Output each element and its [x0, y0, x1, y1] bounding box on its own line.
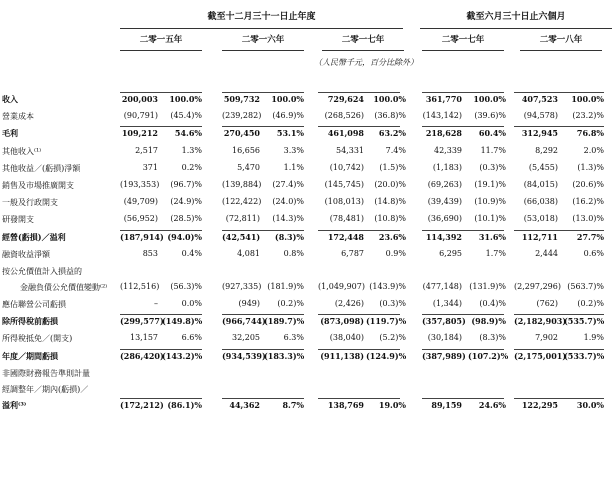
amount-cell: 312,945: [521, 128, 558, 139]
subtotal-rule: [222, 314, 304, 315]
percent-cell: (8.3)%: [274, 231, 304, 242]
table-row: [0, 247, 612, 264]
year-rule: [422, 50, 504, 51]
row-label: 應佔聯營公司虧損: [2, 300, 66, 310]
percent-cell: (94.0)%: [167, 231, 202, 242]
amount-cell: (268,526): [324, 111, 364, 121]
subtotal-rule: [222, 92, 304, 93]
amount-cell: 407,523: [521, 94, 558, 104]
year-rule: [520, 50, 602, 51]
subtotal-rule: [120, 349, 202, 350]
amount-cell: 200,003: [121, 94, 158, 104]
percent-cell: (143.9)%: [369, 281, 406, 291]
amount-cell: (387,989): [422, 350, 466, 361]
amount-cell: 6,787: [341, 248, 364, 258]
amount-cell: (38,040): [329, 333, 364, 343]
percent-cell: (20.0)%: [374, 179, 406, 189]
amount-cell: (42,541): [222, 231, 261, 242]
subtotal-rule: [422, 314, 504, 315]
table-row: [0, 195, 612, 212]
subtotal-rule: [120, 92, 202, 93]
percent-cell: (45.4)%: [170, 111, 202, 121]
subtotal-rule: [222, 349, 304, 350]
percent-cell: 3.3%: [283, 145, 304, 155]
percent-cell: 0.0%: [181, 299, 202, 309]
percent-cell: (0.2)%: [577, 299, 604, 309]
subtotal-rule: [120, 314, 202, 315]
percent-cell: (107.2)%: [468, 350, 509, 361]
percent-cell: (8.3)%: [479, 333, 506, 343]
subtotal-rule: [422, 349, 504, 350]
row-label: 所得稅抵免／(開支): [2, 334, 73, 344]
subtotal-rule: [318, 92, 400, 93]
percent-cell: 7.4%: [385, 145, 406, 155]
amount-cell: (187,914): [120, 231, 164, 242]
percent-cell: 63.2%: [378, 128, 406, 139]
amount-cell: (69,263): [427, 179, 462, 189]
amount-cell: 13,157: [130, 333, 158, 343]
table-row: [0, 280, 612, 297]
amount-cell: 218,628: [425, 128, 462, 139]
percent-cell: (183.3)%: [264, 350, 305, 361]
amount-cell: (934,539): [222, 350, 266, 361]
percent-cell: (20.6)%: [572, 179, 604, 189]
percent-cell: (119.7)%: [366, 316, 407, 327]
percent-cell: (143.2)%: [162, 350, 203, 361]
subtotal-rule: [318, 398, 400, 399]
percent-cell: 76.8%: [576, 128, 604, 139]
percent-cell: 2.0%: [583, 145, 604, 155]
percent-cell: (24.0)%: [272, 197, 304, 207]
percent-cell: 6.3%: [283, 333, 304, 343]
amount-cell: 109,212: [121, 128, 158, 139]
amount-cell: 7,902: [535, 333, 558, 343]
percent-cell: (56.3)%: [170, 281, 202, 291]
subtotal-rule: [422, 230, 504, 231]
amount-cell: (1,344): [432, 299, 462, 309]
subtotal-rule: [422, 92, 504, 93]
subtotal-rule: [514, 230, 604, 231]
row-label: 除所得稅前虧損: [2, 316, 58, 327]
row-label: 營業成本: [2, 112, 34, 122]
percent-cell: (533.7)%: [564, 350, 605, 361]
subtotal-rule: [422, 398, 504, 399]
amount-cell: (122,422): [222, 197, 262, 207]
table-row: [0, 178, 612, 195]
table-row: [0, 161, 612, 178]
amount-cell: (56,952): [123, 214, 158, 224]
amount-cell: (286,420): [120, 350, 164, 361]
amount-cell: (299,577): [120, 316, 164, 327]
amount-cell: 54,331: [336, 145, 364, 155]
row-label: 經營(虧損)／溢利: [2, 231, 66, 242]
amount-cell: 461,098: [327, 128, 364, 139]
interim-header-rule: [420, 28, 612, 29]
amount-cell: 6,295: [439, 248, 462, 258]
amount-cell: 172,448: [327, 231, 364, 242]
percent-cell: 30.0%: [576, 399, 604, 410]
amount-cell: (927,335): [222, 281, 262, 291]
subtotal-rule: [318, 126, 400, 127]
amount-cell: 8,292: [535, 145, 558, 155]
amount-cell: –: [154, 299, 158, 309]
table-row: [0, 109, 612, 126]
percent-cell: 27.7%: [576, 231, 604, 242]
row-label: 研發開支: [2, 215, 34, 225]
percent-cell: (16.2)%: [572, 197, 604, 207]
percent-cell: 53.1%: [276, 128, 304, 139]
percent-cell: 0.4%: [181, 248, 202, 258]
amount-cell: 2,517: [135, 145, 158, 155]
amount-cell: 361,770: [425, 94, 462, 104]
subtotal-rule: [318, 349, 400, 350]
amount-cell: 371: [142, 162, 158, 172]
amount-cell: (873,098): [320, 316, 364, 327]
percent-cell: (98.9)%: [471, 316, 506, 327]
amount-cell: (949): [238, 299, 260, 309]
year-header-2017: 二零一七年: [341, 35, 385, 45]
amount-cell: (1,183): [432, 162, 462, 172]
percent-cell: 100.0%: [473, 94, 506, 104]
percent-cell: 1.1%: [283, 162, 304, 172]
percent-cell: (36.8)%: [374, 111, 406, 121]
row-label: 金融負債公允價值變動⁽²⁾: [20, 282, 108, 292]
percent-cell: 11.7%: [480, 145, 506, 155]
percent-cell: 100.0%: [169, 94, 202, 104]
percent-cell: (189.7)%: [264, 316, 305, 327]
interim-period-header: 截至六月三十日止六個月: [466, 12, 566, 22]
amount-cell: (357,805): [422, 316, 466, 327]
percent-cell: (19.1)%: [474, 179, 506, 189]
percent-cell: 0.9%: [385, 248, 406, 258]
amount-cell: (78,481): [329, 214, 364, 224]
percent-cell: (1.5)%: [379, 162, 406, 172]
percent-cell: (10.1)%: [474, 214, 506, 224]
percent-cell: 0.8%: [283, 248, 304, 258]
amount-cell: (5,455): [528, 162, 558, 172]
row-label: 融資收益淨額: [2, 249, 50, 259]
table-row: [0, 297, 612, 314]
amount-cell: (911,138): [320, 350, 364, 361]
percent-cell: 8.7%: [282, 399, 304, 410]
percent-cell: (0.4)%: [479, 299, 506, 309]
subtotal-rule: [514, 92, 604, 93]
percent-cell: (124.9)%: [366, 350, 407, 361]
percent-cell: (23.2)%: [572, 111, 604, 121]
percent-cell: 23.6%: [378, 231, 406, 242]
percent-cell: (535.7)%: [564, 316, 605, 327]
percent-cell: (5.2)%: [379, 333, 406, 343]
percent-cell: (0.3)%: [379, 299, 406, 309]
table-row: [0, 126, 612, 143]
year-header-2015: 二零一五年: [139, 35, 183, 45]
table-row: [0, 398, 612, 415]
amount-cell: (143,142): [422, 111, 462, 121]
unit-note: （人民幣千元，百分比除外）: [314, 58, 418, 67]
row-label: 其他收益／(虧損)淨額: [2, 163, 81, 173]
subtotal-rule: [422, 126, 504, 127]
amount-cell: 509,732: [223, 94, 260, 104]
amount-cell: (94,578): [523, 111, 558, 121]
subtotal-rule: [222, 230, 304, 231]
subtotal-rule: [318, 230, 400, 231]
subtotal-rule: [120, 126, 202, 127]
percent-cell: 0.2%: [181, 162, 202, 172]
percent-cell: 6.6%: [181, 333, 202, 343]
percent-cell: (39.6)%: [474, 111, 506, 121]
amount-cell: 270,450: [223, 128, 260, 139]
percent-cell: (96.7)%: [170, 179, 202, 189]
amount-cell: 729,624: [327, 94, 364, 104]
amount-cell: (2,297,296): [514, 281, 561, 291]
amount-cell: 42,339: [434, 145, 462, 155]
subtotal-rule: [318, 314, 400, 315]
row-label: 一般及行政開支: [2, 198, 58, 208]
percent-cell: (10.8)%: [374, 214, 406, 224]
amount-cell: (49,709): [123, 197, 158, 207]
percent-cell: 54.6%: [174, 128, 202, 139]
amount-cell: (2,175,001): [514, 350, 567, 361]
percent-cell: (131.9)%: [469, 281, 506, 291]
year-header-2016: 二零一六年: [241, 35, 285, 45]
amount-cell: (39,439): [427, 197, 462, 207]
table-row: [0, 144, 612, 161]
amount-cell: (139,884): [222, 179, 262, 189]
amount-cell: (477,148): [422, 281, 462, 291]
table-row: [0, 331, 612, 348]
amount-cell: (66,038): [523, 197, 558, 207]
amount-cell: (30,184): [427, 333, 462, 343]
amount-cell: (966,744): [222, 316, 266, 327]
table-row: [0, 264, 612, 280]
table-row: [0, 382, 612, 398]
amount-cell: (145,745): [324, 179, 364, 189]
amount-cell: 4,081: [237, 248, 260, 258]
row-label: 非國際財務報告準則計量: [2, 368, 90, 378]
percent-cell: (181.9)%: [267, 281, 304, 291]
amount-cell: (108,013): [324, 197, 364, 207]
amount-cell: 122,295: [521, 399, 558, 410]
year-rule: [322, 50, 404, 51]
percent-cell: (13.0)%: [572, 214, 604, 224]
percent-cell: 31.6%: [478, 231, 506, 242]
amount-cell: (10,742): [329, 162, 364, 172]
row-label: 其他收入⁽¹⁾: [2, 146, 42, 156]
amount-cell: 2,444: [535, 248, 558, 258]
percent-cell: 100.0%: [373, 94, 406, 104]
percent-cell: (0.3)%: [479, 162, 506, 172]
percent-cell: 24.6%: [478, 399, 506, 410]
amount-cell: 44,362: [229, 399, 260, 410]
table-body: [0, 92, 612, 415]
row-label: 按公允價值計入損益的: [2, 266, 82, 276]
year-header-2018-interim: 二零一八年: [539, 35, 583, 45]
subtotal-rule: [120, 230, 202, 231]
amount-cell: (53,018): [523, 214, 558, 224]
percent-cell: 1.9%: [583, 333, 604, 343]
row-label: 銷售及市場推廣開支: [2, 180, 74, 190]
percent-cell: 1.3%: [181, 145, 202, 155]
percent-cell: (86.1)%: [167, 399, 202, 410]
subtotal-rule: [120, 398, 202, 399]
amount-cell: 89,159: [431, 399, 462, 410]
percent-cell: (24.9)%: [170, 197, 202, 207]
percent-cell: (27.4)%: [272, 179, 304, 189]
amount-cell: (112,516): [120, 281, 160, 291]
amount-cell: (72,811): [225, 214, 260, 224]
percent-cell: 100.0%: [571, 94, 604, 104]
table-row: [0, 366, 612, 382]
subtotal-rule: [514, 126, 604, 127]
table-row: [0, 212, 612, 229]
amount-cell: (172,212): [120, 399, 164, 410]
amount-cell: (2,426): [334, 299, 364, 309]
amount-cell: (90,791): [123, 111, 158, 121]
year-header-2017-interim: 二零一七年: [441, 35, 485, 45]
subtotal-rule: [514, 398, 604, 399]
percent-cell: (0.2)%: [277, 299, 304, 309]
amount-cell: (2,182,903): [514, 316, 567, 327]
annual-header-rule: [120, 28, 403, 29]
percent-cell: (149.8)%: [162, 316, 203, 327]
subtotal-rule: [514, 349, 604, 350]
percent-cell: (14.8)%: [374, 197, 406, 207]
table-row: [0, 314, 612, 331]
percent-cell: 100.0%: [271, 94, 304, 104]
subtotal-rule: [514, 314, 604, 315]
row-label: 收入: [2, 94, 18, 104]
table-row: [0, 349, 612, 366]
amount-cell: 16,656: [232, 145, 260, 155]
amount-cell: 114,392: [425, 231, 462, 242]
amount-cell: 112,711: [521, 231, 558, 242]
amount-cell: 5,470: [237, 162, 260, 172]
percent-cell: 19.0%: [378, 399, 406, 410]
amount-cell: (1,049,907): [318, 281, 365, 291]
amount-cell: (762): [536, 299, 558, 309]
amount-cell: (84,015): [523, 179, 558, 189]
amount-cell: 32,205: [232, 333, 260, 343]
amount-cell: (36,690): [427, 214, 462, 224]
row-label: 毛利: [2, 128, 18, 139]
percent-cell: (1.3)%: [577, 162, 604, 172]
percent-cell: 60.4%: [478, 128, 506, 139]
amount-cell: (239,282): [222, 111, 262, 121]
table-row: [0, 92, 612, 109]
row-label: 經調整年／期內(虧損)／: [2, 384, 89, 394]
percent-cell: 0.6%: [583, 248, 604, 258]
row-label: 年度／期間虧損: [2, 350, 58, 361]
subtotal-rule: [222, 126, 304, 127]
year-rule: [120, 50, 202, 51]
year-rule: [222, 50, 304, 51]
subtotal-rule: [222, 398, 304, 399]
amount-cell: 138,769: [327, 399, 364, 410]
percent-cell: (28.5)%: [170, 214, 202, 224]
percent-cell: (46.9)%: [272, 111, 304, 121]
percent-cell: (10.9)%: [474, 197, 506, 207]
percent-cell: (563.7)%: [567, 281, 604, 291]
annual-period-header: 截至十二月三十一日止年度: [207, 12, 316, 22]
table-row: [0, 230, 612, 247]
percent-cell: 1.7%: [485, 248, 506, 258]
amount-cell: (193,353): [120, 179, 160, 189]
percent-cell: (14.3)%: [272, 214, 304, 224]
amount-cell: 853: [142, 248, 158, 258]
row-label: 溢利⁽³⁾: [2, 399, 27, 410]
